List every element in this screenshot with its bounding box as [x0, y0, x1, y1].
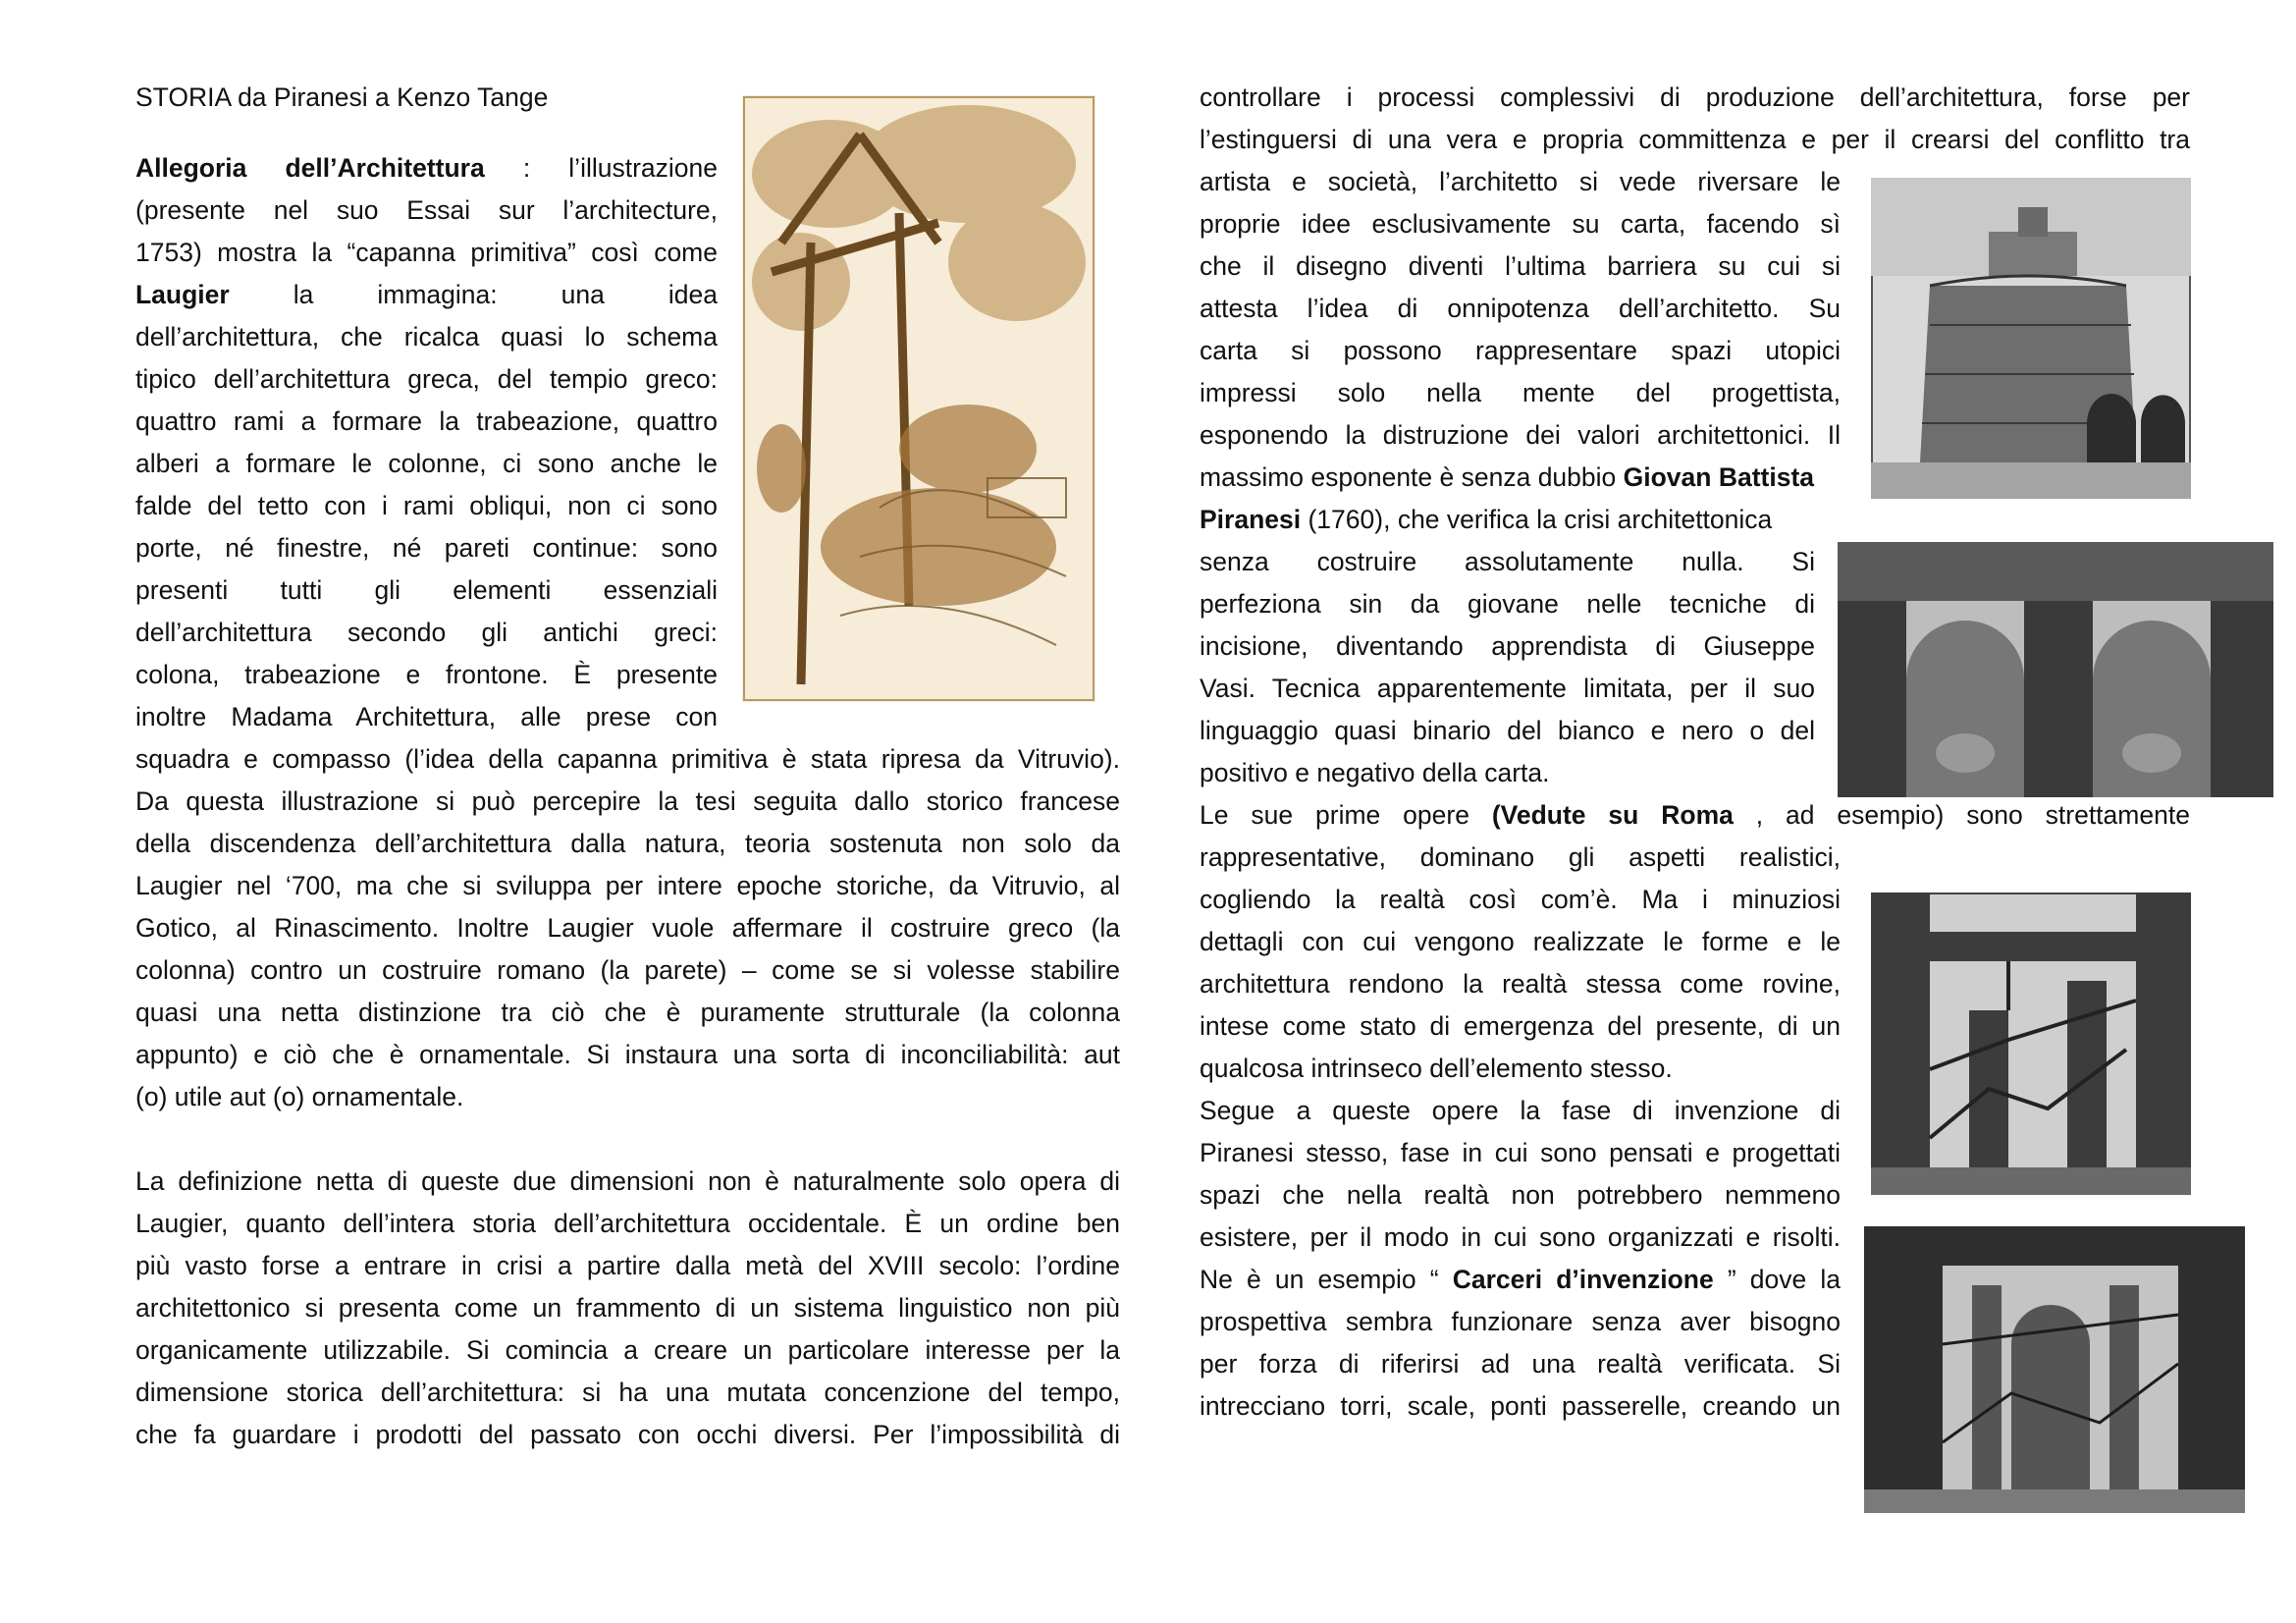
text-line: [1200, 499, 1772, 542]
bold-text: Laugier: [135, 280, 230, 309]
text-run: la: [293, 280, 314, 309]
text-line: qualcosa intrinseco dell’elemento stesso.: [1200, 1054, 1673, 1083]
bold-text: Giovan Battista: [1623, 462, 1815, 492]
bold-text: Carceri d’invenzione: [1452, 1265, 1714, 1294]
text-line: l’estinguersi di una vera e propria committenza e per il crearsi del conflitto tra: [1200, 125, 2190, 154]
text-run: ” dove la: [1727, 1265, 1842, 1294]
engraving-castel-santangelo-image: [1871, 178, 2191, 499]
text-line: Piranesi stesso, fase in cui sono pensati e progettati: [1200, 1138, 1841, 1167]
text-line: [1200, 794, 2190, 838]
page-title: STORIA da Piranesi a Kenzo Tange: [135, 82, 549, 112]
text-line: attesta l’idea di onnipotenza dell’architetto. Su: [1200, 294, 1841, 323]
text-run: l’illustrazione: [568, 153, 718, 183]
text-line: La definizione netta di queste due dimensioni non è naturalmente solo opera di: [135, 1166, 1120, 1196]
text-line: tipico dell’architettura greca, del tempio greco:: [135, 364, 718, 394]
text-line: che fa guardare i prodotti del passato con occhi diversi. Per l’impossibilità di: [135, 1420, 1120, 1449]
text-line: impressi solo nella mente del progettista,: [1200, 378, 1841, 407]
text-line: dimensione storica dell’architettura: si ha una mutata concenzione del tempo,: [135, 1378, 1120, 1407]
text-line: incisione, diventando apprendista di Giuseppe: [1200, 631, 1815, 661]
text-line: spazi che nella realtà non potrebbero nemmeno: [1200, 1180, 1841, 1210]
text-line: [135, 274, 718, 317]
text-line: architettonico si presenta come un frammento di un sistema linguistico non più: [135, 1293, 1120, 1323]
text-line: artista e società, l’architetto si vede riversare le: [1200, 167, 1841, 196]
text-line: per forza di riferirsi ad una realtà verificata. Si: [1200, 1349, 1841, 1379]
text-line: squadra e compasso (l’idea della capanna primitiva è stata ripresa da Vitruvio).: [135, 744, 1120, 774]
text-run: , ad: [1755, 800, 1815, 830]
text-line: più vasto forse a entrare in crisi a partire dalla metà del XVIII secolo: l’ordine: [135, 1251, 1120, 1280]
text-line: esponendo la distruzione dei valori architettonici. Il: [1200, 420, 1841, 450]
text-line: quasi una netta distinzione tra ciò che è puramente strutturale (la colonna: [135, 998, 1120, 1027]
text-line: dettagli con cui vengono realizzate le forme e le: [1200, 927, 1841, 956]
text-run: una: [561, 280, 605, 309]
bold-text: (Vedute su Roma: [1491, 800, 1734, 830]
text-line: appunto) e ciò che è ornamentale. Si instaura una sorta di inconciliabilità: aut: [135, 1040, 1120, 1069]
text-line: positivo e negativo della carta.: [1200, 758, 1550, 787]
text-line: (o) utile aut (o) ornamentale.: [135, 1082, 464, 1111]
text-line: colona, trabeazione e frontone. È presente: [135, 660, 718, 689]
bold-text: Allegoria: [135, 153, 247, 183]
engraving-carceri-image: [1871, 893, 2191, 1195]
text-run: strettamente: [2045, 800, 2190, 830]
text-line: senza costruire assolutamente nulla. Si: [1200, 547, 1815, 576]
text-line: [135, 147, 718, 190]
text-line: (presente nel suo Essai sur l’architecture,: [135, 195, 718, 225]
text-line: dell’architettura, che ricalca quasi lo schema: [135, 322, 718, 352]
text-line: alberi a formare le colonne, ci sono anche le: [135, 449, 718, 478]
bold-text: Piranesi: [1200, 505, 1302, 534]
text-line: linguaggio quasi binario del bianco e nero o del: [1200, 716, 1815, 745]
text-line: Laugier nel ‘700, ma che si sviluppa per intere epoche storiche, da Vitruvio, al: [135, 871, 1120, 900]
engraving-ruins-image: [1838, 542, 2273, 797]
text-line: Segue a queste opere la fase di invenzione di: [1200, 1096, 1841, 1125]
text-line: architettura rendono la realtà stessa come rovine,: [1200, 969, 1841, 999]
text-line: carta si possono rappresentare spazi utopici: [1200, 336, 1841, 365]
text-line: intese come stato di emergenza del presente, di un: [1200, 1011, 1841, 1041]
text-line: proprie idee esclusivamente su carta, facendo sì: [1200, 209, 1841, 239]
text-run: sue: [1251, 800, 1294, 830]
text-line: 1753) mostra la “capanna primitiva” così come: [135, 238, 718, 267]
text-run: esempio): [1837, 800, 1945, 830]
text-run: sono: [1966, 800, 2023, 830]
text-line: presenti tutti gli elementi essenziali: [135, 575, 718, 605]
text-line: perfeziona sin da giovane nelle tecniche di: [1200, 589, 1815, 619]
text-line: colonna) contro un costruire romano (la parete) – come se si volesse stabilire: [135, 955, 1120, 985]
text-line: intrecciano torri, scale, ponti passerelle, creando un: [1200, 1391, 1841, 1421]
engraving-carceri-image: [1864, 1226, 2245, 1513]
text-line: che il disegno diventi l’ultima barriera su cui si: [1200, 251, 1841, 281]
text-line: Vasi. Tecnica apparentemente limitata, per il suo: [1200, 674, 1815, 703]
text-run: opere: [1403, 800, 1469, 830]
text-line: [1200, 457, 1814, 500]
text-line: controllare i processi complessivi di produzione dell’architettura, forse per: [1200, 82, 2190, 112]
text-line: falde del tetto con i rami obliqui, non ci sono: [135, 491, 718, 520]
text-line: porte, né finestre, né pareti continue: sono: [135, 533, 718, 563]
text-line: prospettiva sembra funzionare senza aver bisogno: [1200, 1307, 1841, 1336]
bold-text: dell’Architettura: [285, 153, 485, 183]
text-line: rappresentative, dominano gli aspetti realistici,: [1200, 842, 1841, 872]
text-line: dell’architettura secondo gli antichi greci:: [135, 618, 718, 647]
text-run: massimo esponente è senza dubbio: [1200, 462, 1624, 492]
engraving-primitive-hut-image: [742, 95, 1095, 702]
text-run: prime: [1315, 800, 1381, 830]
text-run: Le: [1200, 800, 1229, 830]
text-line: Da questa illustrazione si può percepire la tesi seguita dallo storico francese: [135, 786, 1120, 816]
text-line: Laugier, quanto dell’intera storia dell’architettura occidentale. È un ordine ben: [135, 1209, 1120, 1238]
text-line: Gotico, al Rinascimento. Inoltre Laugier vuole affermare il costruire greco (la: [135, 913, 1120, 943]
text-run: Ne è un esempio “: [1200, 1265, 1439, 1294]
text-line: della discendenza dell’architettura dalla natura, teoria sostenuta non solo da: [135, 829, 1120, 858]
text-run: :: [522, 153, 531, 183]
text-run: idea: [667, 280, 718, 309]
text-line: inoltre Madama Architettura, alle prese con: [135, 702, 718, 731]
text-line: cogliendo la realtà così com’è. Ma i minuziosi: [1200, 885, 1841, 914]
text-line: esistere, per il modo in cui sono organizzati e risolti.: [1200, 1222, 1841, 1252]
text-line: organicamente utilizzabile. Si comincia a creare un particolare interesse per la: [135, 1335, 1120, 1365]
text-line: quattro rami a formare la trabeazione, quattro: [135, 406, 718, 436]
text-line: [1200, 1259, 1841, 1302]
text-run: (1760), che verifica la crisi architettonica: [1301, 505, 1773, 534]
text-run: immagina:: [377, 280, 498, 309]
